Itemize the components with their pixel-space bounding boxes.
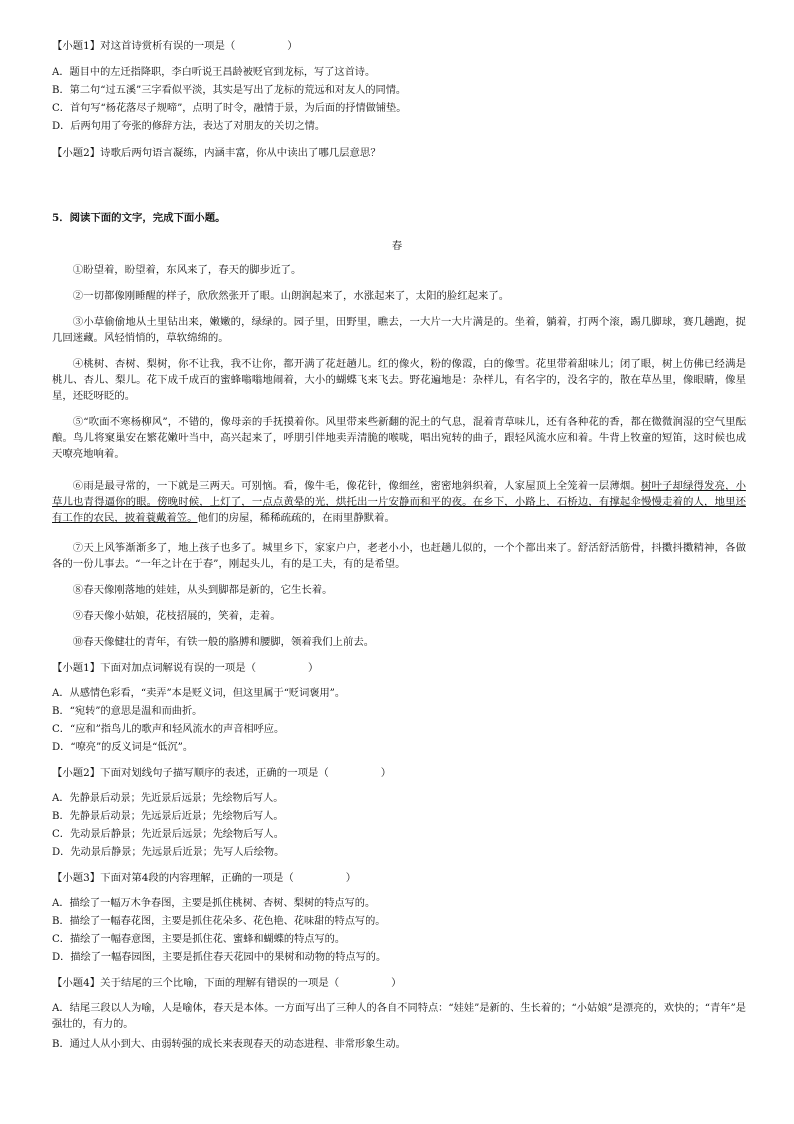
paragraph-5: ⑤“吹面不寒杨柳风”，不错的，像母亲的手抚摸着你。风里带来些新翻的泥土的气息，混着青草味儿，还有各种花的香，都在微微润湿的空气里酝酿。鸟儿将窠巢安在繁花嫩叶当中，高兴起来了，呼朋引伴地卖弄清脆的喉咙，唱出宛转的曲子，跟轻风流水应和着。牛背上牧童的短笛，这时候也成天嘹亮地响着。 xyxy=(52,416,746,460)
option-b: B．第二句“过五溪”三字看似平淡，其实是写出了龙标的荒远和对友人的同情。 xyxy=(52,85,407,96)
passage-title: 春 xyxy=(391,240,403,252)
paragraph-6-end: 他们的房屋，稀稀疏疏的，在雨里静默着。 xyxy=(197,512,395,524)
paragraph-1: ①盼望着，盼望着，东风来了，春天的脚步近了。 xyxy=(72,264,302,276)
option-c: C．首句写“杨花落尽子规啼”，点明了时令，融情于景，为后面的抒情做铺垫。 xyxy=(52,103,407,114)
option-a: A．先静景后动景；先近景后远景；先绘物后写人。 xyxy=(52,793,284,804)
option-d: D．描绘了一幅春园图，主要是抓住春天花园中的果树和动物的特点写的。 xyxy=(52,952,387,963)
option-b: B．“宛转”的意思是温和而曲折。 xyxy=(52,706,203,717)
paragraph-8: ⑧春天像刚落地的娃娃，从头到脚都是新的，它生长着。 xyxy=(72,584,333,596)
question-5-1: 【小题1】下面对加点词解说有误的一项是（ ） xyxy=(52,662,319,674)
question-5-2: 【小题2】下面对划线句子描写顺序的表述，正确的一项是（ ） xyxy=(52,767,392,779)
option-a: A．题目中的左迁指降职，李白听说王昌龄被贬官到龙标，写了这首诗。 xyxy=(52,67,376,78)
paragraph-4: ④桃树、杏树、梨树，你不让我，我不让你，都开满了花赶趟儿。红的像火，粉的像霞，白的像雪。花里带着甜味儿；闭了眼，树上仿佛已经满是桃儿、杏儿、梨儿。花下成千成百的蜜蜂嗡嗡地闹着，大小的蝴蝶飞来飞去。野花遍地是：杂样儿，有名字的，没名字的，散在草丛里，像眼睛，像星星，还眨呀眨的。 xyxy=(52,358,746,402)
option-d: D．后两句用了夸张的修辞方法，表达了对朋友的关切之情。 xyxy=(52,121,326,132)
underlined-sentence: 树叶子却绿得发亮，小草儿也青得逼你的眼。傍晚时候，上灯了，一点点黄晕的光，烘托出一片安静而和平的夜。在乡下，小路上，石桥边，有撑起伞慢慢走着的人，地里还有工作的农民，披着蓑戴着笠。 xyxy=(52,480,746,524)
section-heading: 5．阅读下面的文字，完成下面小题。 xyxy=(52,212,226,224)
paragraph-9: ⑨春天像小姑娘，花枝招展的，笑着，走着。 xyxy=(72,610,281,622)
paragraph-6-start: ⑥雨是最寻常的，一下就是三两天。可别恼。看，像牛毛，像花针，像细丝，密密地斜织着，人家屋顶上全笼着一层薄烟。 xyxy=(72,480,641,492)
option-d: D．“嘹亮”的反义词是“低沉”。 xyxy=(52,742,194,753)
question-5-4: 【小题4】关于结尾的三个比喻，下面的理解有错误的一项是（ ） xyxy=(52,977,402,989)
question-5-3: 【小题3】下面对第4段的内容理解，正确的一项是（ ） xyxy=(52,872,357,884)
option-c: C．“应和”指鸟儿的歌声和轻风流水的声音相呼应。 xyxy=(52,724,285,735)
paragraph-2: ②一切都像刚睡醒的样子，欣欣然张开了眼。山朗润起来了，水涨起来了，太阳的脸红起来了。 xyxy=(72,290,510,302)
paragraph-3: ③小草偷偷地从土里钻出来，嫩嫩的，绿绿的。园子里，田野里，瞧去，一大片一大片满是的。坐着，躺着，打两个滚，踢几脚球，赛几趟跑，捉几回迷藏。风轻悄悄的，草软绵绵的。 xyxy=(52,316,746,344)
paragraph-7: ⑦天上风筝渐渐多了，地上孩子也多了。城里乡下，家家户户，老老小小，也赶趟儿似的，一个个都出来了。舒活舒活筋骨，抖擞抖擞精神，各做各的一份儿事去。“一年之计在于春”，刚起头儿，有的是工夫，有的是希望。 xyxy=(52,542,746,570)
option-b: B．通过人从小到大、由弱转强的成长来表现春天的动态进程、非常形象生动。 xyxy=(52,1039,406,1050)
option-a: A．从感情色彩看，“卖弄”本是贬义词，但这里属于“贬词褒用”。 xyxy=(52,688,346,699)
paragraph-6 xyxy=(52,478,746,526)
option-a: A．描绘了一幅万木争春图，主要是抓住桃树、杏树、梨树的特点写的。 xyxy=(52,898,376,909)
paragraph-10: ⑩春天像健壮的青年，有铁一般的胳膊和腰脚，领着我们上前去。 xyxy=(72,636,375,648)
option-b: B．先静景后动景；先远景后近景；先绘物后写人。 xyxy=(52,811,284,822)
option-c: C．先动景后静景；先近景后远景；先绘物后写人。 xyxy=(52,829,284,840)
option-a: A．结尾三段以人为喻，人是喻体，春天是本体。一方面写出了三种人的各自不同特点：“娃娃”是新的、生长着的；“小姑娘”是漂亮的，欢快的；“青年”是强壮的，有力的。 xyxy=(52,1003,746,1030)
option-c: C．描绘了一幅春意图，主要是抓住花、蜜蜂和蝴蝶的特点写的。 xyxy=(52,934,346,945)
option-d: D．先动景后静景；先远景后近景；先写人后绘物。 xyxy=(52,847,285,858)
question-1: 【小题1】对这首诗赏析有误的一项是（ ） xyxy=(52,40,298,52)
question-2: 【小题2】诗歌后两句语言凝练，内涵丰富，你从中读出了哪几层意思？ xyxy=(52,147,381,159)
option-b: B．描绘了一幅春花图，主要是抓住花朵多、花色艳、花味甜的特点写的。 xyxy=(52,916,386,927)
